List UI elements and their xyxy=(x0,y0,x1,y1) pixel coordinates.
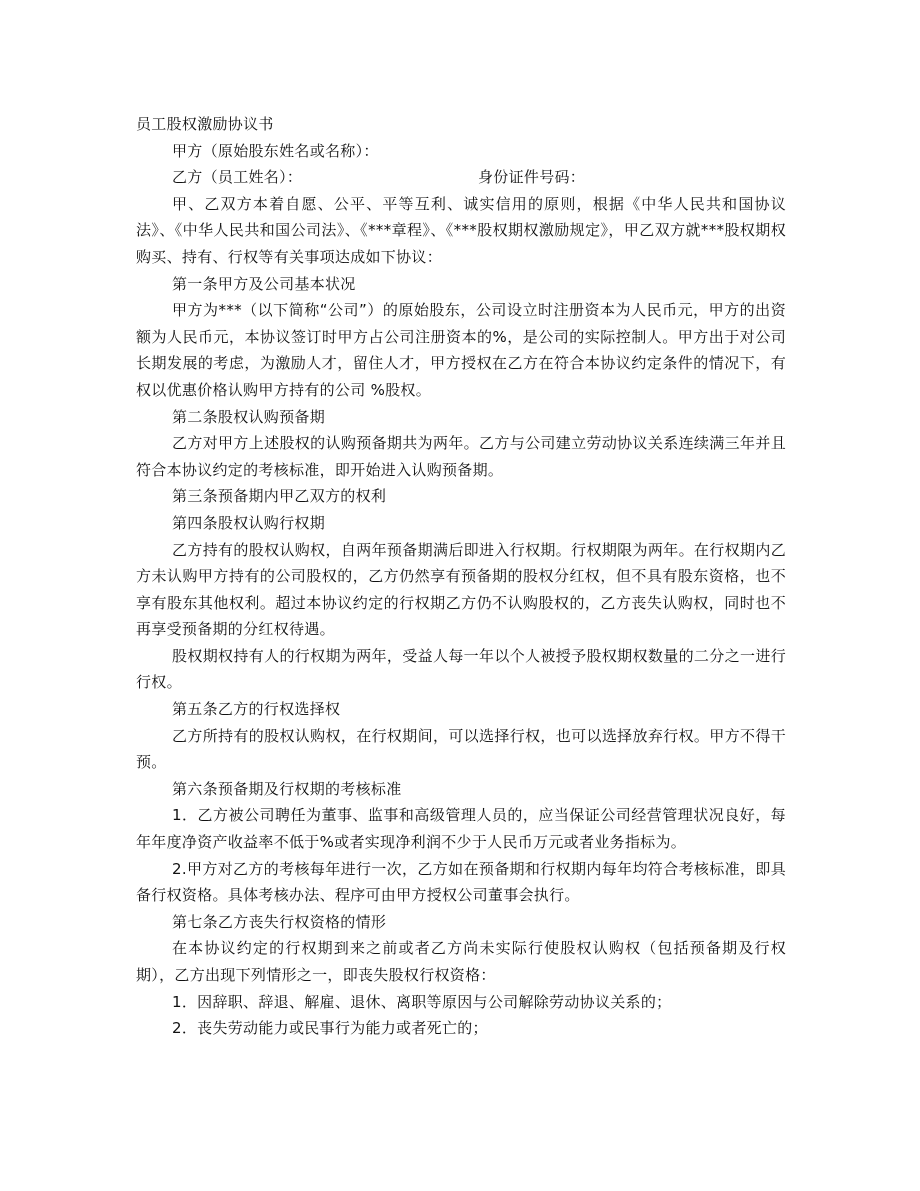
article-7-paragraph: 在本协议约定的行权期到来之前或者乙方尚未实际行使股权认购权（包括预备期及行权期），乙方出现下列情形之一，即丧失股权行权资格： xyxy=(136,939,786,984)
document-body xyxy=(136,111,786,1042)
article-4-paragraph-2: 股权期权持有人的行权期为两年，受益人每一年以个人被授予股权期权数量的二分之一进行行权。 xyxy=(136,646,786,692)
article-2-heading: 第二条股权认购预备期 xyxy=(172,407,326,426)
article-1-heading: 第一条甲方及公司基本状况 xyxy=(172,274,356,293)
article-3-heading: 第三条预备期内甲乙双方的权利 xyxy=(172,487,387,506)
article-5-heading: 第五条乙方的行权选择权 xyxy=(172,700,341,719)
article-4-heading: 第四条股权认购行权期 xyxy=(172,513,326,532)
id-number-label: 身份证件号码： xyxy=(478,168,586,187)
party-b-label: 乙方（员工姓名）： xyxy=(172,168,303,187)
preamble-paragraph: 甲、乙双方本着自愿、公平、平等互利、诚实信用的原则，根据《中华人民共和国协议法》、《中华人民共和国公司法》、《***章程》、《***股权期权激励规定》，甲乙双方就***股权期权购买、持有、行权等有关事项达成如下协议： xyxy=(136,194,786,266)
article-1-paragraph: 甲方为***（以下简称“公司”）的原始股东，公司设立时注册资本为人民币元，甲方的出资额为人民币元，本协议签订时甲方占公司注册资本的%，是公司的实际控制人。甲方出于对公司长期发展的考虑，为激励人才，留住人才，甲方授权在乙方在符合本协议约定条件的情况下，有权以优惠价格认购甲方持有的公司 %股权。 xyxy=(136,301,786,399)
party-b-row xyxy=(136,164,786,191)
article-6-item-2: 2.甲方对乙方的考核每年进行一次，乙方如在预备期和行权期内每年均符合考核标准，即具备行权资格。具体考核办法、程序可由甲方授权公司董事会执行。 xyxy=(136,859,786,905)
article-4-paragraph-1: 乙方持有的股权认购权，自两年预备期满后即进入行权期。行权期限为两年。在行权期内乙方未认购甲方持有的公司股权的，乙方仍然享有预备期的股权分红权，但不具有股东资格，也不享有股东其他权利。超过本协议约定的行权期乙方仍不认购股权的，乙方丧失认购权，同时也不再享受预备期的分红权待遇。 xyxy=(136,540,786,639)
article-7-item-2: 2．丧失劳动能力或民事行为能力或者死亡的； xyxy=(172,1019,488,1038)
article-6-item-1: 1．乙方被公司聘任为董事、监事和高级管理人员的，应当保证公司经营管理状况良好，每年年度净资产收益率不低于%或者实现净利润不少于人民币万元或者业务指标为。 xyxy=(136,806,786,852)
article-5-paragraph: 乙方所持有的股权认购权，在行权期间，可以选择行权，也可以选择放弃行权。甲方不得干预。 xyxy=(136,726,786,772)
document-title: 员工股权激励协议书 xyxy=(136,115,274,133)
article-7-heading: 第七条乙方丧失行权资格的情形 xyxy=(172,912,387,931)
party-a-line: 甲方（原始股东姓名或名称）： xyxy=(172,141,379,160)
article-7-item-1: 1．因辞职、辞退、解雇、退休、离职等原因与公司解除劳动协议关系的； xyxy=(172,992,672,1011)
article-2-paragraph: 乙方对甲方上述股权的认购预备期共为两年。乙方与公司建立劳动协议关系连续满三年并且符合本协议约定的考核标准，即开始进入认购预备期。 xyxy=(136,434,786,479)
article-6-heading: 第六条预备期及行权期的考核标准 xyxy=(172,779,402,798)
